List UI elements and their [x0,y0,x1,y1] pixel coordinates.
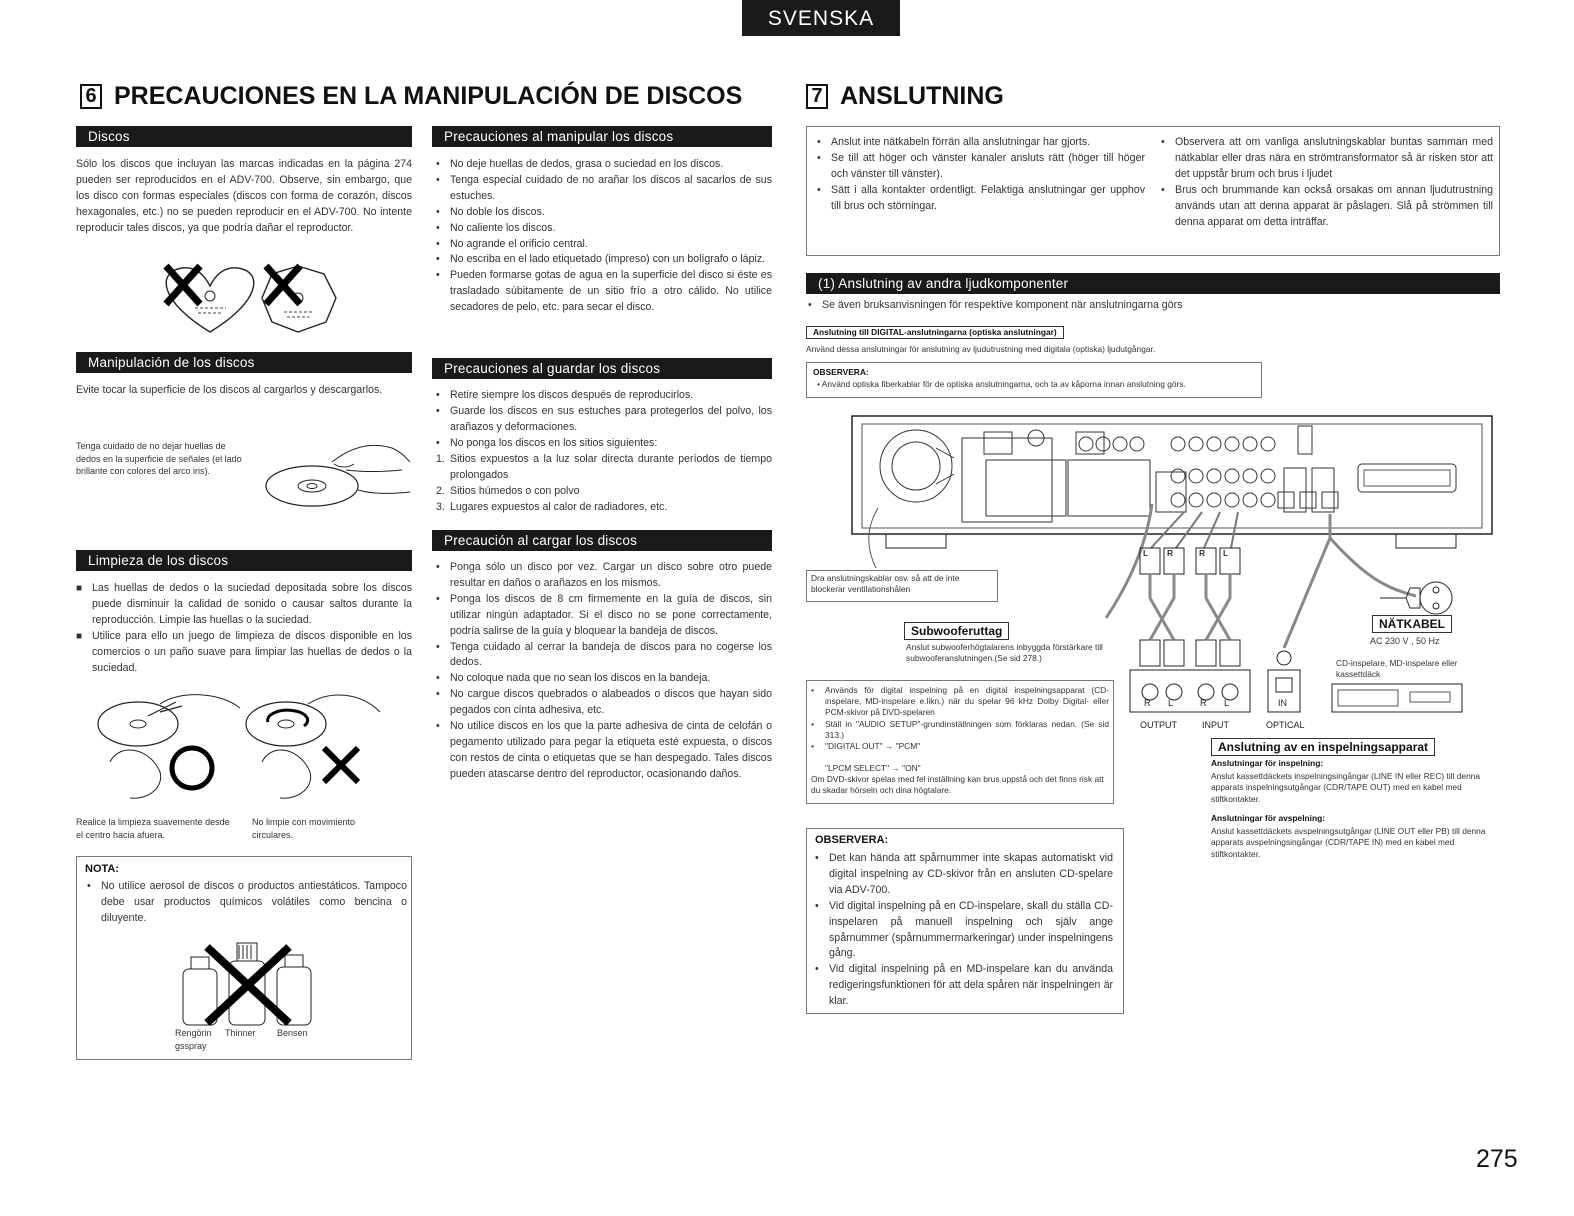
list-item: • No ponga los discos en los sitios siguientes: [434,436,772,452]
recording-connections-title: Anslutningar för inspelning: [1211,758,1324,768]
intro-list-left [815,135,1145,215]
list-item: • Vid digital inspelning på en CD-inspelare, skall du ställa CD-inspelaren på manuell inspelning och själv ange spårnummer (spårnummermarkeringar) under inspelningens gång. [813,899,1113,963]
list-item: • Observera att om vanliga anslutningskablar buntas samman med nätkablar eller dras nära en strömtransformator så är risken stor att det uppstår brum och brus i ljudet [1159,135,1493,183]
guardar-list [434,388,772,452]
playback-connections-title: Anslutningar för avspelning: [1211,813,1325,823]
plug-label: R [1167,548,1174,558]
lpcm-setting: "LPCM SELECT" → "ON" [825,763,921,773]
observera-box-2 [806,828,1124,1014]
cleaning-caption-correct: Realice la limpieza suavemente desde el centro hacia afuera. [76,817,230,840]
bottle-label: Rengörin gsspray [175,1028,212,1051]
list-item: • Tenga especial cuidado de no arañar los discos al sacarlos de sus estuches. [434,173,772,205]
bottle-label: Bensen [277,1028,308,1038]
cleaning-illustration [90,682,400,812]
list-item: • No coloque nada que no sean los discos en la bandeja. [434,671,772,687]
limpieza-list [76,581,412,676]
list-item: • No escriba en el lado etiquetado (impreso) con un bolígrafo o lápiz. [434,252,772,268]
chemical-bottles-illustration [177,939,317,1029]
cleaning-incorrect [246,695,380,798]
list-item: • Pueden formarse gotas de agua en la superficie del disco si éste es trasladado súbitamente de un sitio frío a otro cálido. No utilice secadores de pelo, etc. para secar el disco. [434,268,772,316]
list-item: • No cargue discos quebrados o alabeados o discos que hayan sido pegados con cinta adhesiva, etc. [434,687,772,719]
list-item: • Se till att höger och vänster kanaler ansluts rätt (höger till höger och vänster till vänster). [815,151,1145,183]
list-item: • Används för digital inspelning på en digital inspelningsapparat (CD-inspelare, MD-inspelare e.likn.) när du spelar 96 kHz Dolby Digital- eller PCM-skivor på DVD-spelaren [809,685,1109,719]
section-number: 6 [80,84,102,109]
cleaning-caption-incorrect: No limpie con movimiento circulares. [252,817,356,840]
list-item: • No utilice aerosol de discos o productos antiestáticos. Tampoco debe usar productos químicos volátiles como bencina o diluyente. [85,879,407,927]
list-item: • No utilice discos en los que la parte adhesiva de cinta de celofán o pegamento utilizado para pegar la etiqueta esté expuesta, o discos con restos de cinta o etiquetas que se han despegado. Tales discos pueden atascarse dentro del reproductor, ocasionando daños. [434,719,772,783]
nota-title: NOTA: [85,863,120,875]
section-title-text: PRECAUCIONES EN LA MANIPULACIÓN DE DISCOS [114,82,743,110]
list-item: • Ställ in "AUDIO SETUP"-grundinställningen som förklaras nedan. (Se sid 313.) [809,719,1109,741]
digital-info-note: Om DVD-skivor spelas med fel inställning kan brus uppstå och det finns risk att du skadar hörseln och dina högtalare. [811,774,1104,796]
list-item: • Brus och brummande kan också orsakas om annan ljudutrustning används utan att denna apparat är påslagen. Slå på strömmen till denna apparat om detta inträffar. [1159,183,1493,231]
list-item: • Anslut inte nätkabeln förrän alla anslutningar har gjorts. [815,135,1145,151]
plug-label: L [1143,548,1149,558]
nota-list [85,879,407,927]
manipulacion-caption: Tenga cuidado de no dejar huellas de dedos en la superficie de señales (el lado brillante con colores del arco iris). [76,441,242,476]
guardar-numbered-list [434,452,772,516]
list-item: • "DIGITAL OUT" → "PCM" [809,741,1109,752]
observera-box-1 [806,362,1262,398]
language-tab: SVENSKA [742,0,900,36]
list-item: 1. Sitios expuestos a la luz solar directa durante períodos de tiempo prolongados [434,452,772,484]
page-number: 275 [1476,1145,1518,1173]
group-label: INPUT [1202,720,1229,730]
list-item: • No caliente los discos. [434,221,772,237]
cargar-heading: Precaución al cargar los discos [432,530,772,551]
digital-info-list [809,685,1109,752]
jack-label: IN [1278,698,1287,708]
list-item: • Se även bruksanvisningen för respektive komponent när anslutningarna görs [806,298,1500,314]
group-label: OPTICAL [1266,720,1305,730]
list-item: • No deje huellas de dedos, grasa o suciedad en los discos. [434,157,772,173]
list-item: 2. Sitios húmedos o con polvo [434,484,772,500]
subwoofer-label: Subwooferuttag [904,622,1009,640]
list-item: • Retire siempre los discos después de reproducirlos. [434,388,772,404]
digital-connection-text: Använd dessa anslutningar för anslutning av ljudutrustning med digitala (optiska) ljudutgångar. [806,344,1156,354]
recorder-connection-title: Anslutning av en inspelningsapparat [1211,738,1435,756]
observera-title: OBSERVERA: [813,367,869,377]
plug-label: R [1199,548,1206,558]
list-item: • No agrande el orificio central. [434,237,772,253]
jack-label: L [1224,698,1230,708]
list-item: ■ Las huellas de dedos o la suciedad depositada sobre los discos puede disminuir la calidad de sonido o causar saltos durante la reproducción. Limpie las huellas o la suciedad. [76,581,412,629]
digital-connection-label: Anslutning till DIGITAL-anslutningarna (optiska anslutningar) [806,326,1064,339]
subwoofer-text: Anslut subwooferhögtalarens inbyggda förstärkare till subwooferanslutningen.(Se sid 278.) [906,642,1103,664]
jack-label: R [1144,698,1151,708]
jack-label: L [1168,698,1174,708]
rca-plugs [1140,548,1240,666]
recording-connections-text: Anslut kassettdäckets inspelningsingångar (LINE IN eller REC) till denna apparats inspelningsutgångar (CDR/TAPE OUT) med en kabel med stiftkontakter. [1211,771,1481,804]
list-item: 3. Lugares expuestos al calor de radiadores, etc. [434,500,772,516]
list-item: • Det kan hända att spårnummer inte skapas automatiskt vid digital inspelning av CD-skivor från en ansluten CD-spelare via ADV-700. [813,851,1113,899]
cleaning-correct [98,695,240,799]
manipular-list [434,157,772,316]
plug-label: L [1223,548,1229,558]
bottle-label: Thinner [225,1028,256,1038]
discos-text: Sólo los discos que incluyan las marcas indicadas en la página 274 pueden ser reproducidos en el ADV-700. Observe, sin embargo, que los disco con formas especiales (discos con forma de corazón, discos hexagonales, etc.) no se pueden reproducir en el ADV-700. No intente reproducir tales discos, ya que podría dañar el reproductor. [76,158,412,234]
recorder-device-label: CD-inspelare, MD-inspelare eller kassettdäck [1336,658,1458,680]
intro-box [806,126,1500,256]
guardar-heading: Precauciones al guardar los discos [432,358,772,379]
sub1-heading: (1) Anslutning av andra ljudkomponenter [806,273,1500,294]
list-item: • Vid digital inspelning på en MD-inspelare kan du använda redigeringsfunktionen för att dela spåren när inspelningen är klar. [813,962,1113,1010]
list-item: • Ponga los discos de 8 cm firmemente en la guía de discos, sin utilizar ningún adaptador. Si el disco no se pone correctamente, podría salirse de la guía y bloquear la bandeja de discos. [434,592,772,640]
observera-title: OBSERVERA: [815,834,889,846]
digital-info-box [806,680,1114,804]
observera-text: • Använd optiska fiberkablar för de optiska anslutningarna, och ta av kåporna innan anslutning görs. [817,379,1186,389]
heart-disc [166,266,254,332]
special-shape-discs-illustration [140,258,350,338]
section-7-title [806,82,1004,111]
hexagonal-disc [262,266,336,332]
observera-list [813,851,1113,1010]
vent-note: Dra anslutningskablar osv. så att de inte blockerar ventilationshålen [806,570,998,602]
sub1-note-list [806,298,1500,314]
section-6-title [80,82,742,111]
list-item: • Tenga cuidado al cerrar la bandeja de discos para no cogerse los dedos. [434,640,772,672]
ac-spec: AC 230 V , 50 Hz [1370,636,1440,646]
list-item: • Guarde los discos en sus estuches para protegerlos del polvo, los arañazos y deformaciones. [434,404,772,436]
natkabel-label: NÄTKABEL [1372,615,1452,633]
playback-connections-text: Anslut kassettdäckets avspelningsutgångar (LINE OUT eller PB) till denna apparats avspelningsingångar (CDR/TAPE IN) med en kabel med stiftkontakter. [1211,826,1486,859]
intro-list-right [1159,135,1493,230]
jack-label: R [1200,698,1207,708]
nota-box [76,856,412,1060]
list-item: • No doble los discos. [434,205,772,221]
hand-holding-disc-illustration [262,432,412,512]
manipulacion-text: Evite tocar la superficie de los discos al cargarlos y descargarlos. [76,384,383,396]
cargar-list [434,560,772,783]
discos-heading: Discos [76,126,412,147]
section-number: 7 [806,84,828,109]
section-title-text: ANSLUTNING [840,82,1004,110]
list-item: • Ponga sólo un disco por vez. Cargar un disco sobre otro puede resultar en daños o arañazos en los mismos. [434,560,772,592]
manipulacion-heading: Manipulación de los discos [76,352,412,373]
receiver-rear-panel [852,416,1492,548]
manipular-heading: Precauciones al manipular los discos [432,126,772,147]
limpieza-heading: Limpieza de los discos [76,550,412,571]
list-item: • Sätt i alla kontakter ordentligt. Felaktiga anslutningar ger upphov till brus och störningar. [815,183,1145,215]
observera-text-value: Använd optiska fiberkablar för de optiska anslutningarna, och ta av kåporna innan anslutning görs. [821,379,1186,389]
group-label: OUTPUT [1140,720,1177,730]
list-item: ■ Utilice para ello un juego de limpieza de discos disponible en los comercios o un paño suave para limpiar las huellas de dedos o la suciedad. [76,629,412,677]
